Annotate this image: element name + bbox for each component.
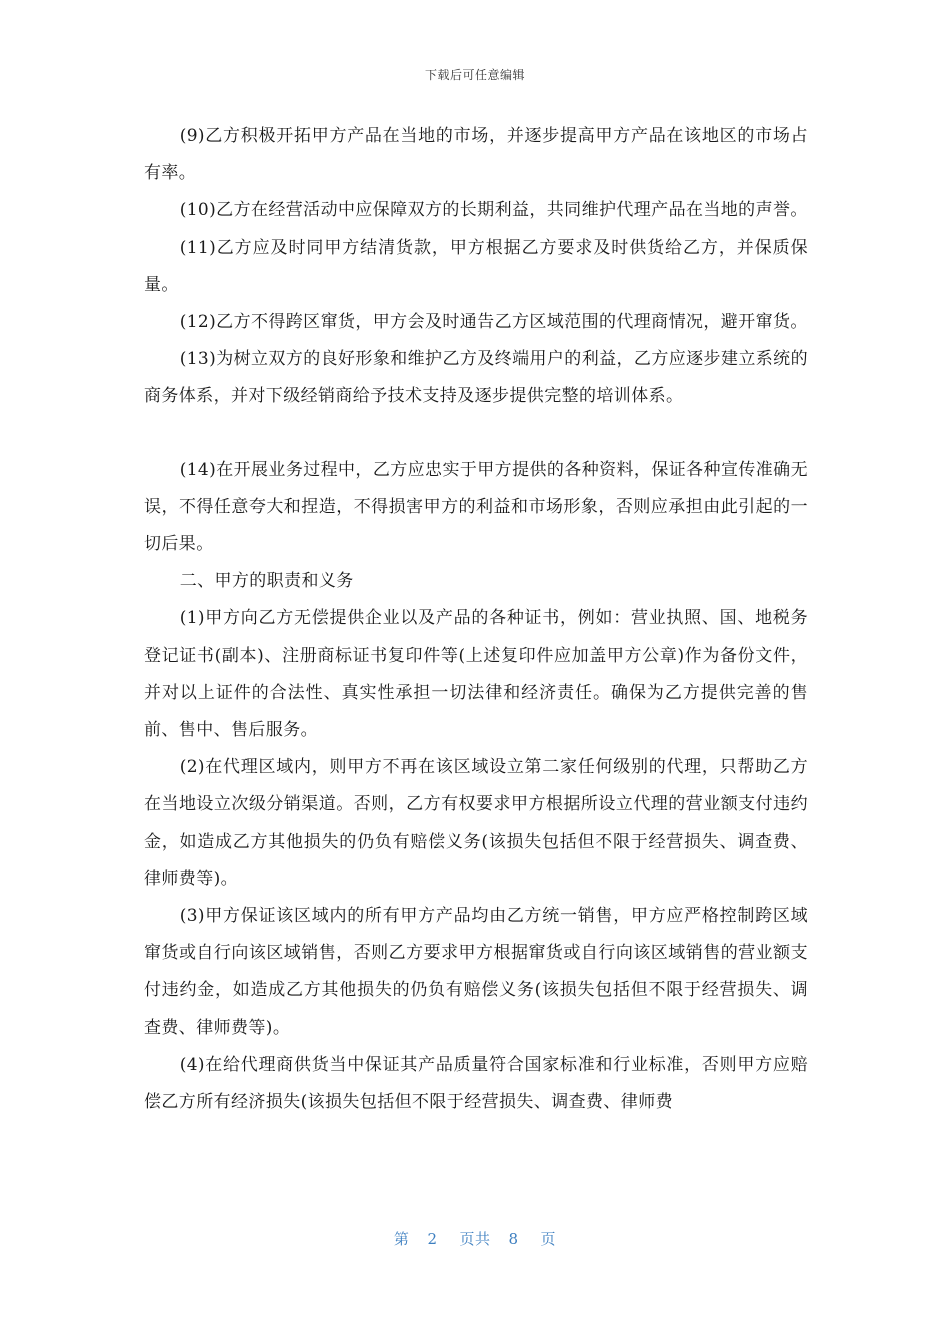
paragraph-party-a-2: (2)在代理区域内，则甲方不再在该区域设立第二家任何级别的代理，只帮助乙方在当地设立次级分销渠道。否则，乙方有权要求甲方根据所设立代理的营业额支付违约金，如造成乙方其他损失的仍负有赔偿义务(该损失包括但不限于经营损失、调查费、律师费等)。 [144,757,808,889]
page-header-note: 下载后可任意编辑 [424,68,525,82]
paragraph-clause-10: (10)乙方在经营活动中应保障双方的长期利益，共同维护代理产品在当地的声誉。 [179,200,808,221]
current-page-number: 2 [427,1230,438,1248]
paragraph-clause-11: (11)乙方应及时同甲方结清货款，甲方根据乙方要求及时供货给乙方，并保质保量。 [144,237,808,295]
paragraph-clause-13: (13)为树立双方的良好形象和维护乙方及终端用户的利益，乙方应逐步建立系统的商务体系，并对下级经销商给予技术支持及逐步提供完整的培训体系。 [144,349,808,407]
paragraph-clause-14: (14)在开展业务过程中，乙方应忠实于甲方提供的各种资料，保证各种宣传准确无误，不得任意夸大和捏造，不得损害甲方的利益和市场形象，否则应承担由此引起的一切后果。 [144,459,808,555]
total-pages-number: 8 [508,1230,519,1248]
paragraph-party-a-3: (3)甲方保证该区域内的所有甲方产品均由乙方统一销售，甲方应严格控制跨区域窜货或自行向该区域销售，否则乙方要求甲方根据窜货或自行向该区域销售的营业额支付违约金，如造成乙方其他损失的仍负有赔偿义务(该损失包括但不限于经营损失、调查费、律师费等)。 [144,906,808,1038]
section-heading-party-a-duties: 二、甲方的职责和义务 [179,571,354,592]
document-body [144,118,808,1121]
page-label-prefix: 第 [393,1230,410,1248]
paragraph-clause-9: (9)乙方积极开拓甲方产品在当地的市场，并逐步提高甲方产品在该地区的市场占有率。 [144,126,808,184]
paragraph-gap [144,416,808,452]
paragraph-clause-12: (12)乙方不得跨区窜货，甲方会及时通告乙方区域范围的代理商情况，避开窜货。 [179,312,808,333]
paragraph-party-a-1: (1)甲方向乙方无偿提供企业以及产品的各种证书，例如：营业执照、国、地税务登记证书(副本)、注册商标证书复印件等(上述复印件应加盖甲方公章)作为备份文件，并对以上证件的合法性、真实性承担一切法律和经济责任。确保为乙方提供完善的售前、售中、售后服务。 [144,608,808,741]
page-number-footer [0,1228,950,1249]
paragraph-party-a-4: (4)在给代理商供货当中保证其产品质量符合国家标准和行业标准，否则甲方应赔偿乙方所有经济损失(该损失包括但不限于经营损失、调查费、律师费 [144,1054,808,1113]
page-label-mid: 页共 [459,1230,491,1248]
page-label-suffix: 页 [540,1230,557,1248]
